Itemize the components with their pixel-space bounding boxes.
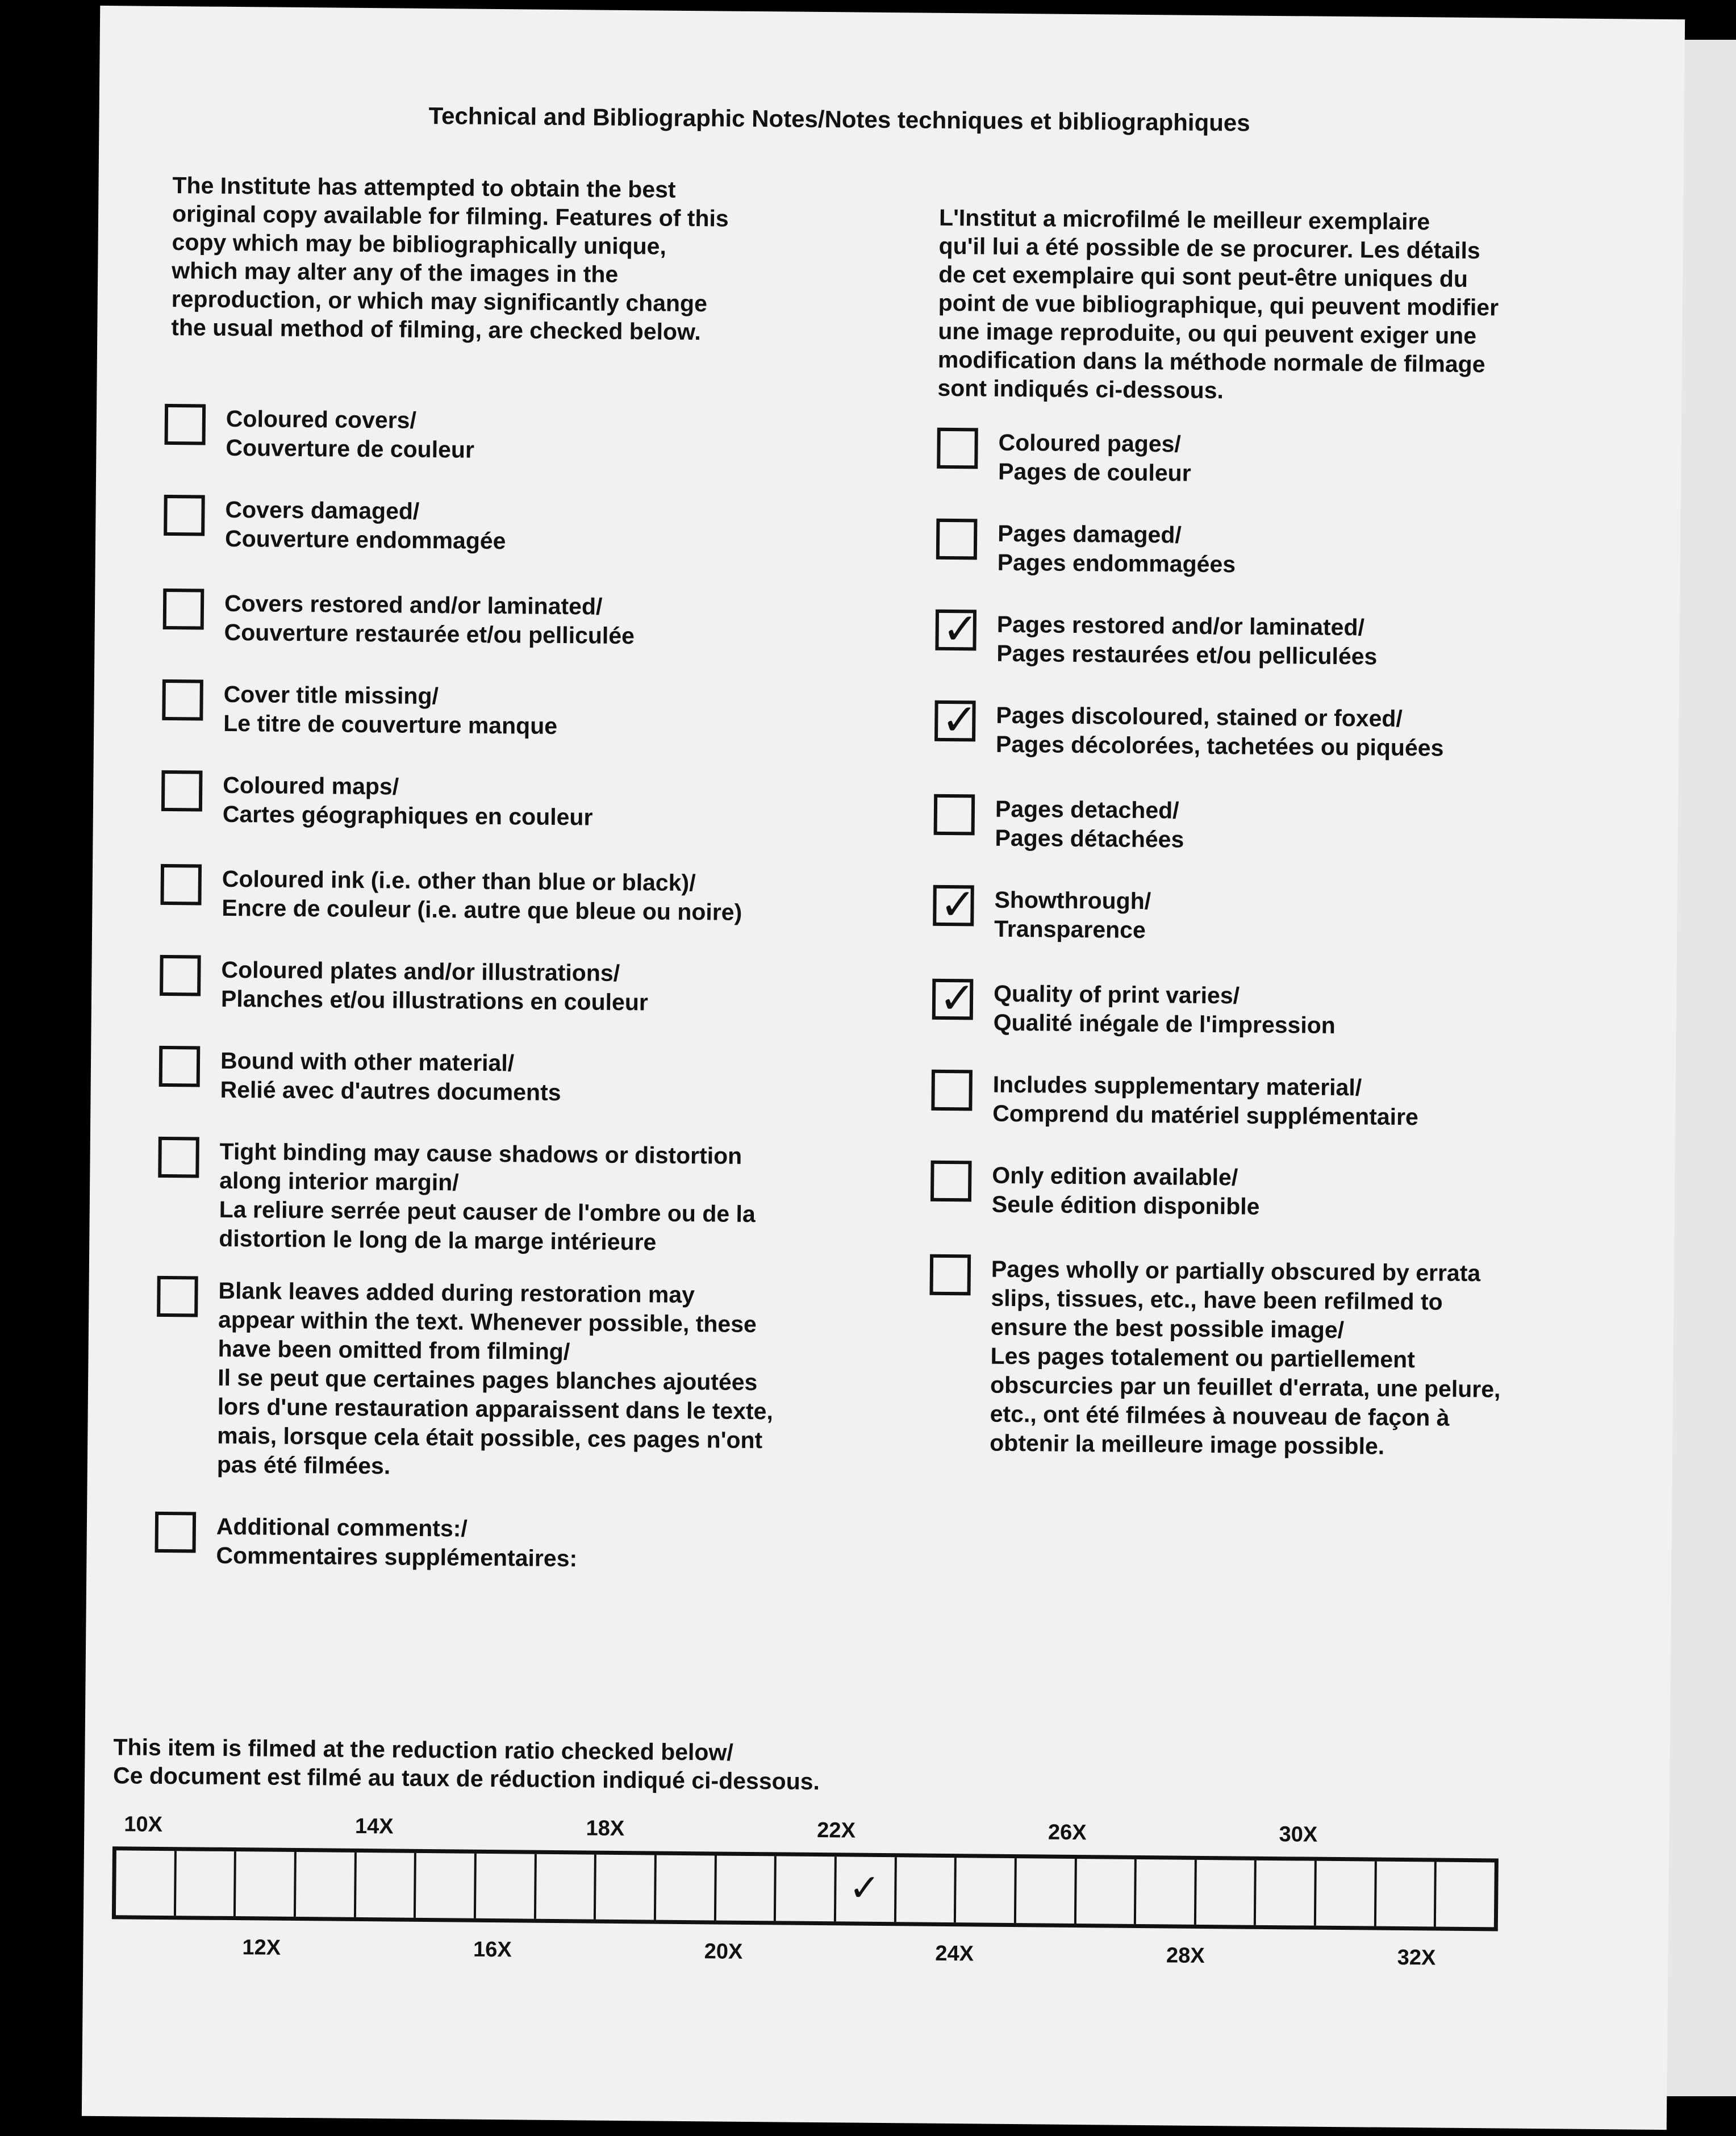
- checkbox-checked[interactable]: [935, 603, 979, 654]
- scale-label-top: 14X: [354, 1814, 394, 1839]
- checklist-item: [155, 1512, 578, 1573]
- checklist-item: [158, 1046, 561, 1107]
- checklist-item-line: mais, lorsque cela était possible, ces pages n'ont: [217, 1422, 763, 1454]
- reduction-cell[interactable]: [716, 1855, 777, 1921]
- checkbox[interactable]: [165, 404, 206, 445]
- checklist-item-line: ensure the best possible image/: [990, 1313, 1345, 1344]
- scale-label-top: 18X: [586, 1816, 625, 1841]
- page-title: Technical and Bibliographic Notes/Notes techniques et bibliographiques: [428, 102, 1250, 136]
- intro-line: une image reproduite, ou qui peuvent exiger une: [938, 318, 1477, 349]
- checklist-item-line: Couverture de couleur: [226, 434, 475, 463]
- reduction-text-fr: Ce document est filmé au taux de réduction indiqué ci-dessous.: [112, 1762, 820, 1795]
- checklist-item-text: [217, 1276, 774, 1484]
- checkbox[interactable]: [934, 794, 975, 836]
- checkbox-checked[interactable]: [933, 878, 976, 930]
- checklist-item-line: Blank leaves added during restoration may: [218, 1277, 695, 1308]
- checklist-item-line: Coloured maps/: [223, 771, 399, 800]
- intro-line: de cet exemplaire qui sont peut-être uniques du: [938, 261, 1468, 292]
- checklist-item: [156, 1276, 774, 1484]
- reduction-cell[interactable]: [596, 1855, 657, 1920]
- checklist-item-text: [226, 404, 474, 465]
- checklist-item-line: Covers damaged/: [225, 496, 420, 524]
- checklist-item-line: obscurcies par un feuillet d'errata, une pelure,: [990, 1371, 1501, 1403]
- checklist-item: [162, 679, 558, 741]
- checklist-item-line: Only edition available/: [992, 1162, 1238, 1191]
- scale-label-bottom: 24X: [935, 1941, 974, 1966]
- checklist-item: [933, 794, 1184, 854]
- checklist-item-line: Coloured pages/: [998, 429, 1182, 457]
- checklist-item-line: Relié avec d'autres documents: [220, 1076, 561, 1106]
- checklist-item-line: slips, tissues, etc., have been refilmed to: [991, 1284, 1443, 1315]
- checklist-item-text: [224, 589, 635, 650]
- scale-label-bottom: 12X: [242, 1935, 281, 1960]
- checklist-item-line: distortion le long de la marge intérieure: [219, 1225, 657, 1255]
- checkbox[interactable]: [937, 428, 978, 469]
- checklist-item: [933, 878, 1151, 945]
- checklist-item-line: have been omitted from filming/: [218, 1335, 570, 1365]
- checklist-item-line: Comprend du matériel supplémentaire: [992, 1100, 1419, 1130]
- checklist-item-line: Qualité inégale de l'impression: [993, 1009, 1336, 1038]
- intro-english: [171, 171, 729, 347]
- checklist-item-line: Showthrough/: [994, 886, 1151, 915]
- checkbox[interactable]: [162, 679, 203, 721]
- checklist-item-line: Coloured ink (i.e. other than blue or black)/: [222, 865, 696, 896]
- checkbox[interactable]: [160, 864, 202, 906]
- reduction-scale: [112, 1846, 1499, 1931]
- reduction-cell[interactable]: [1196, 1860, 1257, 1925]
- checklist-item-line: Pages endommagées: [997, 549, 1236, 578]
- checklist-item-line: Seule édition disponible: [991, 1191, 1260, 1220]
- checklist-item-text: [998, 519, 1236, 579]
- checklist-item-line: Pages restored and/or laminated/: [996, 611, 1365, 641]
- checklist-item-text: [992, 1161, 1260, 1221]
- intro-line: original copy available for filming. Features of this: [172, 201, 729, 232]
- checklist-item-line: Les pages totalement ou partiellement: [990, 1342, 1416, 1373]
- checklist-item-text: [223, 771, 593, 832]
- checklist-item-text: [994, 886, 1151, 945]
- checkbox[interactable]: [159, 1046, 201, 1087]
- checkbox[interactable]: [163, 589, 205, 630]
- intro-line: modification dans la méthode normale de filmage: [937, 346, 1485, 378]
- reduction-cell[interactable]: [416, 1853, 477, 1918]
- checklist-item-line: Bound with other material/: [220, 1047, 515, 1077]
- document-page: [82, 6, 1685, 2130]
- checklist-item-text: [220, 1046, 561, 1107]
- reduction-cell[interactable]: [116, 1850, 177, 1916]
- checklist-item-line: Couverture restaurée et/ou pelliculée: [224, 619, 635, 649]
- checklist-item: [164, 495, 506, 556]
- checklist-item: [161, 770, 593, 832]
- checkbox-checked[interactable]: [934, 694, 978, 745]
- checklist-item: [931, 1070, 1418, 1132]
- checklist-item-line: Covers restored and/or laminated/: [224, 590, 603, 620]
- checkbox[interactable]: [157, 1276, 198, 1317]
- checklist-item: [928, 1254, 1501, 1462]
- intro-line: point de vue bibliographique, qui peuvent modifier: [938, 289, 1499, 321]
- reduction-text-en: This item is filmed at the reduction ratio checked below/: [113, 1734, 733, 1766]
- intro-line: The Institute has attempted to obtain the best: [172, 172, 676, 203]
- checkbox[interactable]: [930, 1161, 972, 1202]
- reduction-cell[interactable]: [1136, 1859, 1197, 1925]
- check-mark-icon: ✓: [940, 878, 976, 930]
- checkbox[interactable]: [155, 1512, 197, 1553]
- reduction-cell[interactable]: [1376, 1862, 1437, 1927]
- checklist-item: [930, 1161, 1260, 1221]
- checklist-item-text: [223, 680, 558, 741]
- check-mark-icon: ✓: [848, 1866, 880, 1910]
- scale-label-bottom: 20X: [704, 1939, 743, 1964]
- checklist-item-line: Coloured covers/: [226, 405, 417, 433]
- intro-line: qu'il lui a été possible de se procurer. Les détails: [938, 232, 1480, 264]
- checklist-item-text: [995, 795, 1184, 854]
- checklist-item: [936, 519, 1236, 579]
- checkbox[interactable]: [160, 955, 201, 996]
- checklist-item: [160, 955, 649, 1017]
- checklist-item-line: along interior margin/: [219, 1167, 459, 1196]
- check-mark-icon: ✓: [942, 603, 979, 654]
- checkbox[interactable]: [930, 1254, 971, 1296]
- checklist-item: [935, 603, 1378, 671]
- checklist-item-line: pas été filmées.: [216, 1451, 391, 1479]
- reduction-cell[interactable]: [1076, 1859, 1137, 1924]
- checklist-item-line: Le titre de couverture manque: [223, 710, 558, 739]
- checklist-item-line: appear within the text. Whenever possible, these: [218, 1306, 757, 1338]
- reduction-ratio-note: [113, 1733, 820, 1796]
- intro-line: sont indiqués ci-dessous.: [937, 374, 1224, 404]
- checklist-item: [937, 428, 1191, 488]
- checkbox[interactable]: [936, 519, 978, 560]
- reduction-cell[interactable]: [1256, 1860, 1317, 1926]
- checklist-item-line: Encre de couleur (i.e. autre que bleue ou noire): [222, 894, 742, 925]
- reduction-cell[interactable]: [296, 1852, 357, 1917]
- reduction-cell[interactable]: [356, 1853, 417, 1918]
- checkbox[interactable]: [931, 1070, 973, 1111]
- checkbox-checked[interactable]: [932, 972, 976, 1024]
- reduction-cell[interactable]: [656, 1855, 717, 1921]
- intro-french: [937, 203, 1499, 407]
- checklist-item-line: Pages damaged/: [998, 520, 1182, 548]
- checklist-item-line: Commentaires supplémentaires:: [216, 1542, 578, 1572]
- scale-label-bottom: 16X: [473, 1937, 512, 1962]
- reduction-cell[interactable]: [536, 1854, 596, 1920]
- reduction-cell[interactable]: [776, 1856, 837, 1921]
- scale-label-bottom: 32X: [1397, 1945, 1436, 1970]
- checklist-item-text: [225, 495, 506, 556]
- checklist-item-line: Includes supplementary material/: [992, 1071, 1362, 1101]
- reduction-cell[interactable]: [956, 1858, 1017, 1923]
- intro-line: L'Institut a microfilmé le meilleur exemplaire: [938, 204, 1430, 235]
- check-mark-icon: ✓: [941, 694, 978, 745]
- checklist-item-text: [996, 701, 1444, 763]
- checklist-item: [934, 694, 1444, 763]
- checklist-item-line: etc., ont été filmées à nouveau de façon à: [990, 1400, 1450, 1431]
- reduction-cell[interactable]: [896, 1857, 957, 1922]
- checklist-item: [157, 1137, 756, 1258]
- reduction-cell[interactable]: [236, 1851, 297, 1917]
- reduction-cell[interactable]: [176, 1851, 237, 1916]
- reduction-cell[interactable]: [1316, 1861, 1377, 1926]
- checklist-item-text: [996, 610, 1378, 671]
- checklist-item-line: Cartes géographiques en couleur: [222, 800, 593, 831]
- checklist-item-line: La reliure serrée peut causer de l'ombre ou de la: [219, 1196, 756, 1228]
- checklist-item-line: obtenir la meilleure image possible.: [990, 1429, 1385, 1459]
- reduction-cell[interactable]: [1436, 1862, 1495, 1928]
- scale-label-top: 10X: [124, 1812, 163, 1837]
- checklist-item-line: lors d'une restauration apparaissent dans le texte,: [217, 1393, 774, 1425]
- checklist-item: [160, 864, 742, 927]
- checklist-item-line: Il se peut que certaines pages blanches ajoutées: [217, 1364, 758, 1396]
- checklist-item-text: [990, 1255, 1501, 1462]
- intro-line: copy which may be bibliographically unique,: [172, 229, 667, 260]
- intro-line: reproduction, or which may significantly change: [171, 286, 708, 317]
- checkbox[interactable]: [164, 495, 205, 536]
- checklist-item-text: [221, 956, 649, 1017]
- checklist-item: [164, 404, 474, 465]
- checkbox[interactable]: [158, 1137, 199, 1178]
- checklist-item-line: Tight binding may cause shadows or distortion: [219, 1138, 742, 1169]
- reduction-cell[interactable]: [476, 1854, 537, 1919]
- checklist-item-line: Pages discoloured, stained or foxed/: [996, 702, 1403, 732]
- checklist-item-line: Cover title missing/: [223, 681, 439, 710]
- checklist-item-text: [998, 428, 1191, 488]
- checklist-item-line: Pages décolorées, tachetées ou piquées: [995, 731, 1444, 761]
- checklist-item-line: Pages detached/: [995, 795, 1179, 824]
- checklist-item-text: [216, 1512, 578, 1574]
- reduction-cell[interactable]: [836, 1857, 897, 1922]
- intro-line: the usual method of filming, are checked below.: [171, 314, 702, 345]
- scale-label-bottom: 28X: [1166, 1943, 1205, 1968]
- checkbox[interactable]: [161, 770, 203, 812]
- check-mark-icon: ✓: [938, 972, 976, 1024]
- checklist-item: [162, 589, 635, 650]
- checklist-item-line: Couverture endommagée: [224, 525, 506, 554]
- checklist-item-line: Pages restaurées et/ou pelliculées: [996, 640, 1378, 670]
- checklist-item-text: [993, 979, 1336, 1040]
- checklist-item-line: Pages wholly or partially obscured by errata: [991, 1255, 1481, 1287]
- checklist-item-text: [222, 865, 742, 927]
- scale-label-top: 22X: [817, 1818, 856, 1843]
- checklist-item-line: Additional comments:/: [216, 1513, 468, 1542]
- checklist-item-line: Quality of print varies/: [993, 980, 1240, 1009]
- checklist-item-line: Transparence: [994, 915, 1146, 944]
- checklist-item-text: [219, 1137, 756, 1258]
- checklist-item-text: [992, 1070, 1418, 1132]
- checklist-item-line: Coloured plates and/or illustrations/: [221, 956, 620, 986]
- checklist-item: [932, 972, 1336, 1040]
- scale-label-top: 26X: [1048, 1820, 1087, 1845]
- checklist-item-line: Pages détachées: [995, 824, 1184, 853]
- intro-line: which may alter any of the images in the: [171, 257, 619, 287]
- checklist-item-line: Planches et/ou illustrations en couleur: [220, 985, 649, 1016]
- scale-label-top: 30X: [1279, 1822, 1318, 1847]
- checklist-item-line: Pages de couleur: [998, 458, 1191, 486]
- reduction-cell[interactable]: [1016, 1858, 1077, 1924]
